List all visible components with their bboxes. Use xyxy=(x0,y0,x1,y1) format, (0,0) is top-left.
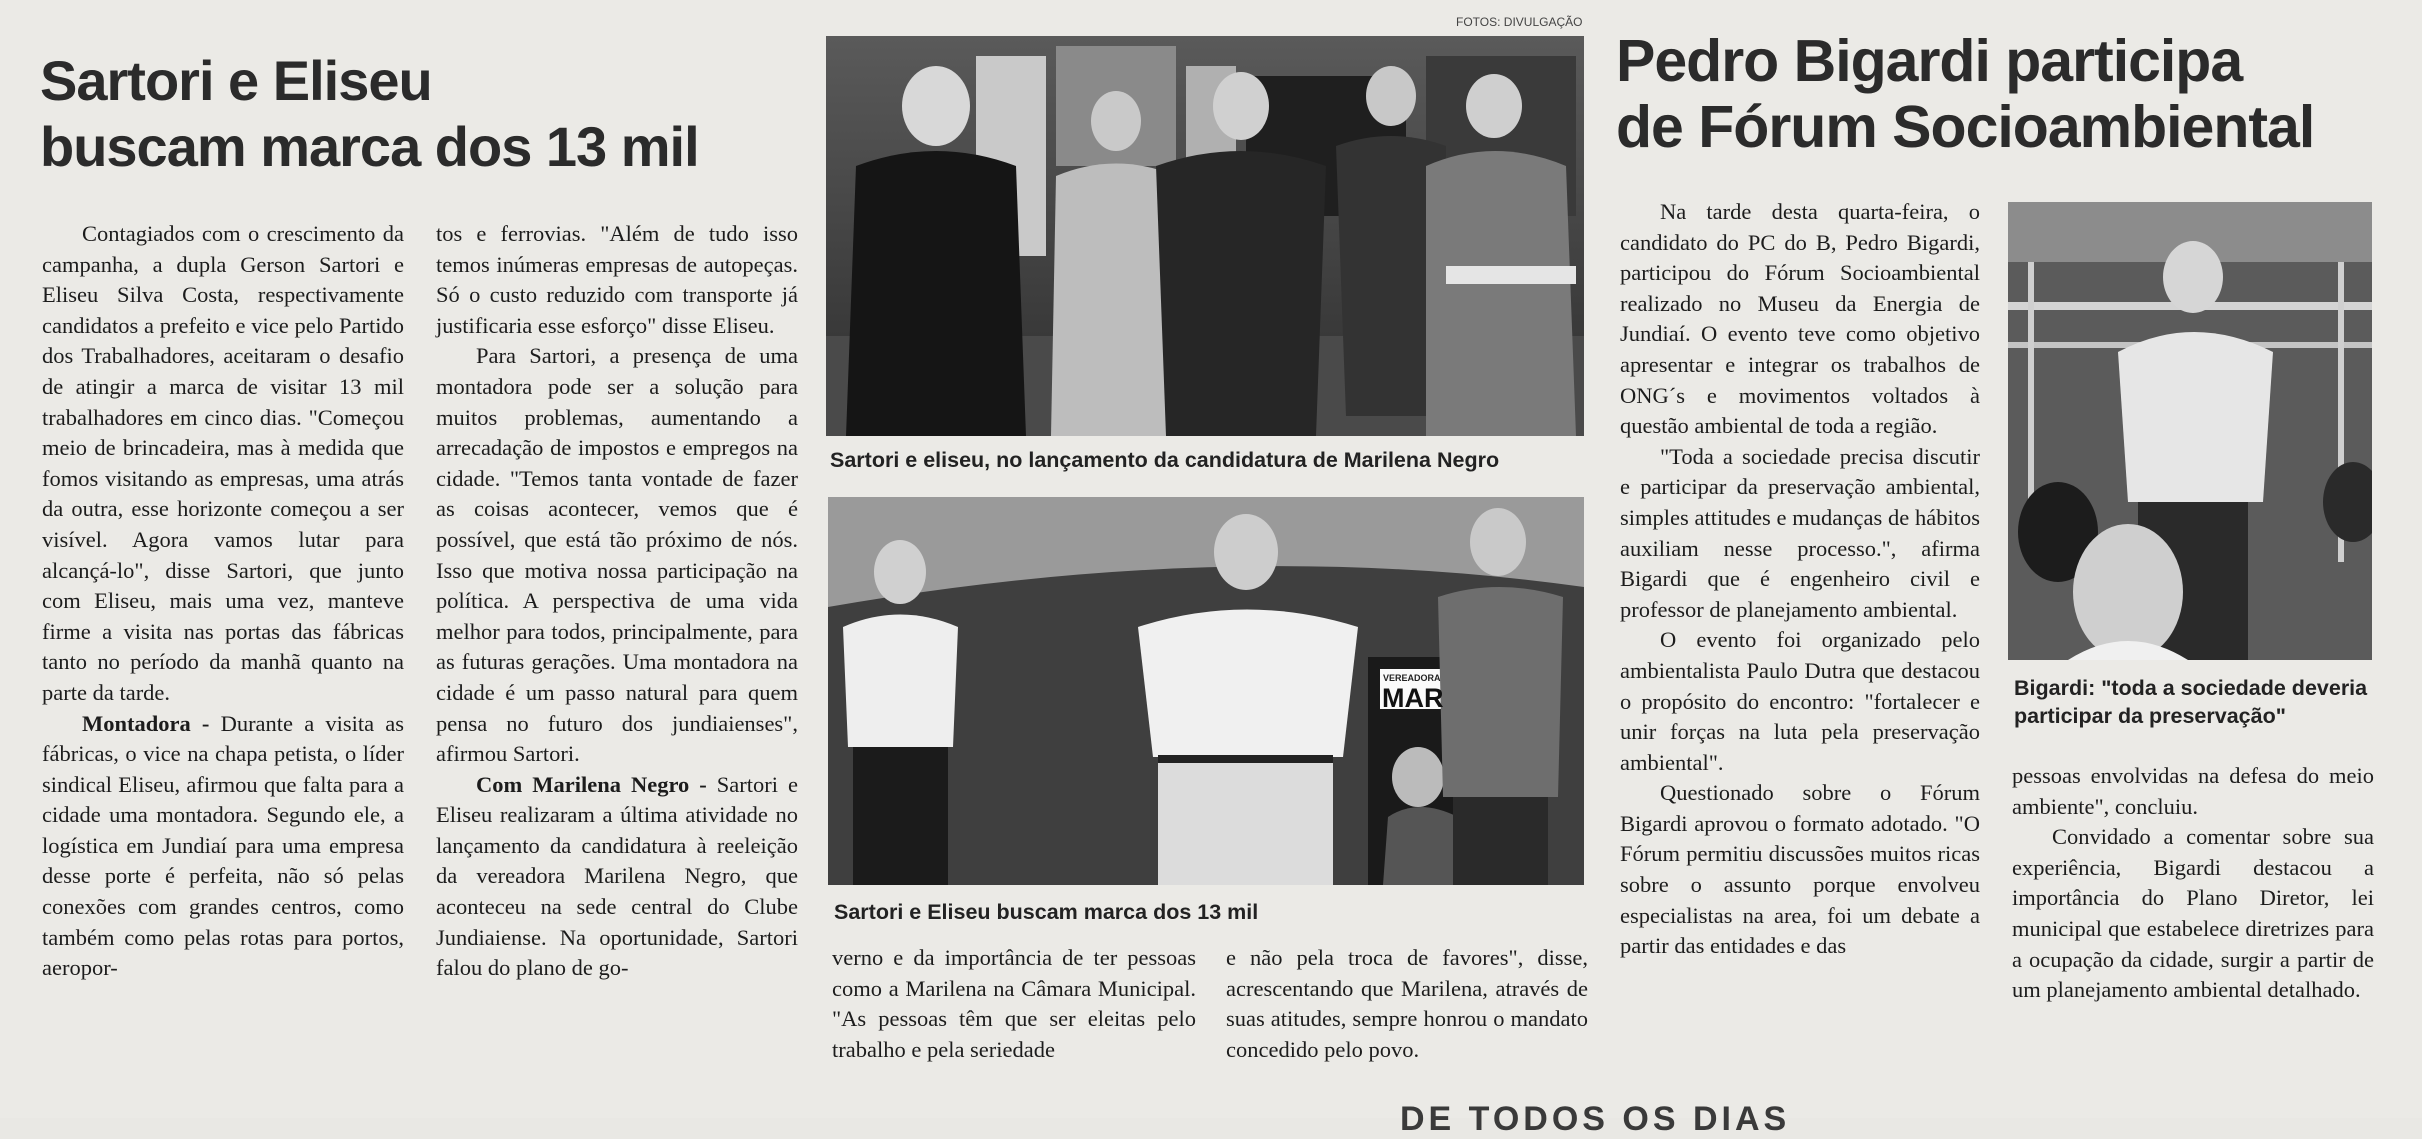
photo-campaign-launch-image xyxy=(826,36,1584,436)
paragraph-text: "Toda a sociedade precisa discutir e participar da preservação ambiental, simples attitudes e mudanças de hábitos auxiliam nesse processo.", afirma Bigardi que é engenheiro civil e professor de planejamento ambiental. xyxy=(1620,443,1980,622)
paragraph xyxy=(1620,197,1980,442)
paragraph-text: pessoas envolvidas na defesa do meio ambiente", concluiu. xyxy=(2012,763,2374,819)
paragraph-text: tos e ferrovias. "Além de tudo isso temos inúmeras empresas de autopeças. Só o custo reduzido com transporte já justificaria esse esforço" disse Eliseu. xyxy=(436,221,798,338)
left-article-column-4 xyxy=(1226,943,1588,1065)
paragraph xyxy=(2012,822,2374,1006)
paragraph-text: Sartori e Eliseu realizaram a última atividade no lançamento da candidatura à reeleição da vereadora Marilena Negro, que aconteceu na sede central do Clube Jundiaiense. Na oportunidade, Sartori falou do plano de go- xyxy=(436,771,798,981)
photo-bigardi-image xyxy=(2008,202,2372,660)
right-headline xyxy=(1616,28,2416,160)
paragraph xyxy=(832,943,1196,1065)
paragraph-text: e não pela troca de favores", disse, acrescentando que Marilena, através de suas atitudes, sempre honrou o mandato concedido pelo povo. xyxy=(1226,945,1588,1062)
paragraph-text: Contagiados com o crescimento da campanha, a dupla Gerson Sartori e Eliseu Silva Costa, respectivamente candidatos a prefeito e vice pelo Partido dos Trabalhadores, aceitaram o desafio de atingir a marca de visitar 13 mil trabalhadores em cinco dias. "Começou meio de brincadeira, mas à medida que fomos visitando as empresas, uma atrás da outra, esse horizonte começou a ser visível. Agora vamos lutar para alcançá-lo", disse Sartori, que junto com Eliseu, mais uma vez, manteve firme a visita nas portas das fábricas tanto no período da manhã quanto na parte da tarde. xyxy=(42,221,404,705)
right-headline-line-1: Pedro Bigardi participa xyxy=(1616,28,2243,94)
next-article-headline-cutoff: DE TODOS OS DIAS xyxy=(1400,1100,1791,1138)
right-article-column-1 xyxy=(1620,197,1980,962)
paragraph xyxy=(436,770,798,984)
photo-13-mil xyxy=(828,497,1584,885)
photo-campaign-launch-caption: Sartori e eliseu, no lançamento da candidatura de Marilena Negro xyxy=(830,448,1500,472)
paragraph xyxy=(1226,943,1588,1065)
paragraph xyxy=(42,709,404,984)
photo-13-mil-image xyxy=(828,497,1584,885)
photo-13-mil-caption: Sartori e Eliseu buscam marca dos 13 mil xyxy=(834,900,1259,924)
subhead-montadora: Montadora - xyxy=(82,710,210,736)
left-headline-line-1: Sartori e Eliseu xyxy=(40,49,432,112)
left-article-column-2 xyxy=(436,219,798,984)
paragraph-text: Na tarde desta quarta-feira, o candidato do PC do B, Pedro Bigardi, participou do Fórum Socioambiental realizado no Museu da Energia de Jundiaí. O evento teve como objetivo apresentar e integrar os trabalhos de ONG´s e movimentos voltados à questão ambiental de toda a região. xyxy=(1620,199,1980,439)
paragraph-text: Questionado sobre o Fórum Bigardi aprovou o formato adotado. "O Fórum permitiu discussões muitos ricas sobre o assunto porque envolveu especialistas na area, foi um debate a partir das entidades e das xyxy=(1620,780,1980,959)
paragraph xyxy=(1620,778,1980,962)
photo-bigardi xyxy=(2008,202,2372,660)
left-article-column-1 xyxy=(42,219,404,984)
photo-13-mil-sign: MAR xyxy=(1382,683,1444,713)
paragraph-text: Convidado a comentar sobre sua experiência, Bigardi destacou a importância do Plano Diretor, lei municipal que estabelece diretrizes para a ocupação da cidade, surgir a partir de um planejamento ambiental detalhado. xyxy=(2012,824,2374,1003)
photo-credit: FOTOS: DIVULGAÇÃO xyxy=(1456,15,1583,29)
left-headline-line-2: buscam marca dos 13 mil xyxy=(40,115,699,178)
paragraph xyxy=(42,219,404,709)
paragraph-text: O evento foi organizado pelo ambientalista Paulo Dutra que destacou o propósito do encontro: "fortalecer e unir forças na luta pela preservação ambiental". xyxy=(1620,627,1980,775)
photo-campaign-launch xyxy=(826,36,1584,436)
right-article-column-2 xyxy=(2012,761,2374,1006)
left-headline xyxy=(40,48,820,180)
right-headline-line-2: de Fórum Socioambiental xyxy=(1616,94,2315,160)
paragraph-text: Para Sartori, a presença de uma montadora pode ser a solução para muitos problemas, aumentando a arrecadação de impostos e empregos na cidade. "Temos tanta vontade de fazer as coisas acontecer, vemos que é possível, que está tão próximo de nós. Isso que motiva nossa participação na política. A perspectiva de uma vida melhor para todos, principalmente, para as futuras gerações. Uma montadora na cidade é um passo natural para quem pensa no futuro dos jundiaienses", afirmou Sartori. xyxy=(436,343,798,767)
photo-bigardi-caption: Bigardi: "toda a sociedade deveria participar da preservação" xyxy=(2014,676,2368,728)
left-article-column-3 xyxy=(832,943,1196,1065)
paragraph xyxy=(436,219,798,341)
paragraph xyxy=(1620,625,1980,778)
paragraph-text: verno e da importância de ter pessoas como a Marilena na Câmara Municipal. "As pessoas têm que ser eleitas pelo trabalho e pela seriedade xyxy=(832,945,1196,1062)
paragraph xyxy=(436,341,798,769)
paragraph xyxy=(1620,442,1980,626)
subhead-marilena: Com Marilena Negro - xyxy=(476,771,707,797)
photo-13-mil-sign-small: VEREADORA xyxy=(1383,673,1441,683)
paragraph-text: Durante a visita as fábricas, o vice na chapa petista, o líder sindical Eliseu, afirmou que falta para a cidade uma montadora. Segundo ele, a logística em Jundiaí para uma empresa desse porte é perfeita, não só pelas conexões com grandes centros, como também como pelas rotas para portos, aeropor- xyxy=(42,710,404,981)
paragraph xyxy=(2012,761,2374,822)
